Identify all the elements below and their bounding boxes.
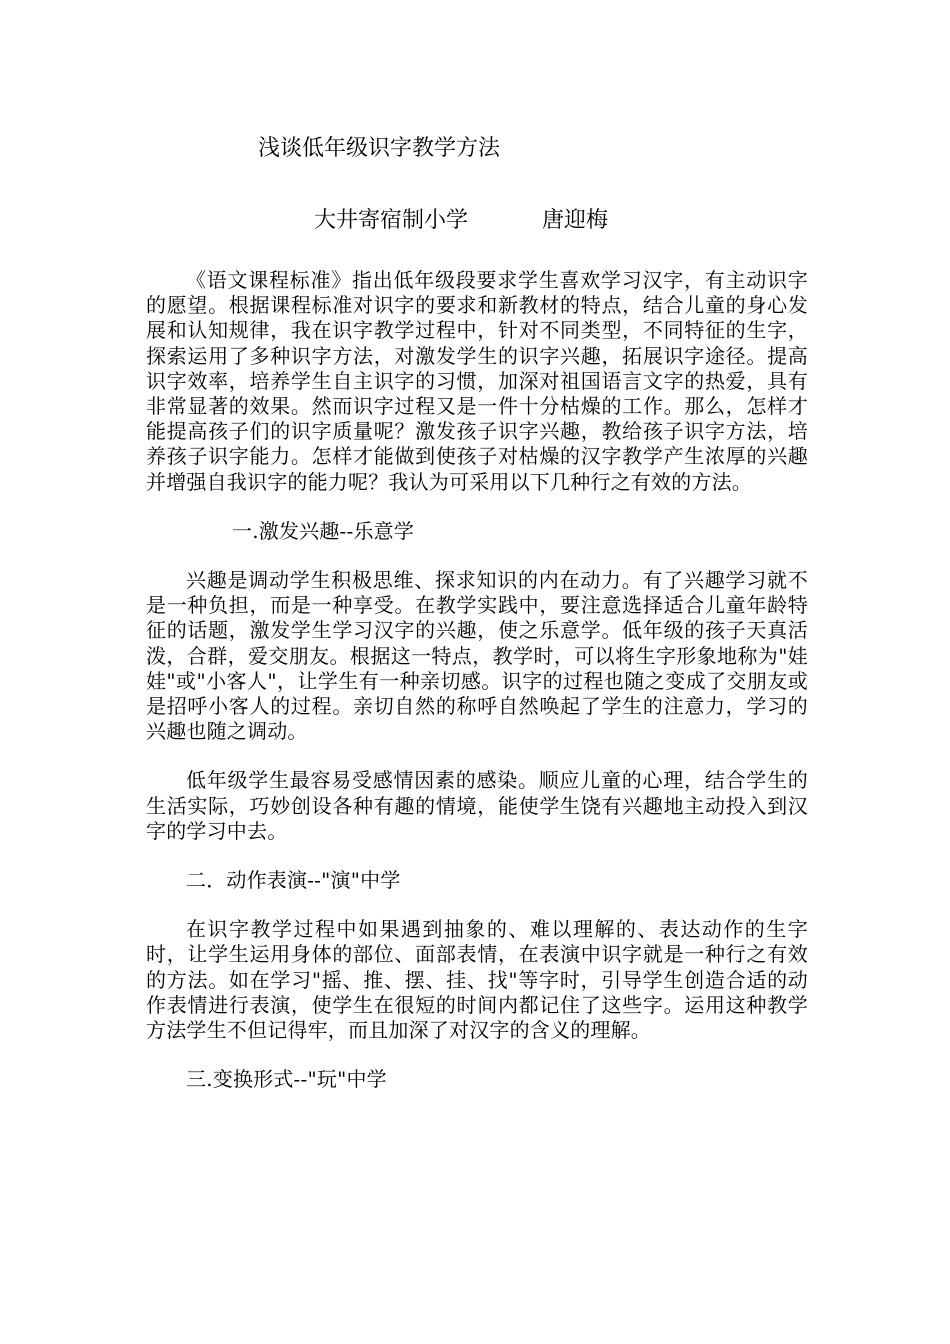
school-name: 大井寄宿制小学: [314, 208, 469, 233]
document-body: [146, 268, 808, 1092]
section-2-paragraph-1: 在识字教学过程中如果遇到抽象的、难以理解的、表达动作的生字时，让学生运用身体的部位、面部表情，在表演中识字就是一种行之有效的方法。如在学习"摇、推、摆、挂、找"等字时，引导学生创造合适的动作表情进行表演，使学生在很短的时间内都记住了这些字。运用这种教学方法学生不但记得牢，而且加深了对汉字的含义的理解。: [146, 917, 808, 1043]
document-title: 浅谈低年级识字教学方法: [258, 136, 501, 161]
section-1-paragraph-1: 兴趣是调动学生积极思维、探求知识的内在动力。有了兴趣学习就不是一种负担，而是一种享受。在教学实践中，要注意选择适合儿童年龄特征的话题，激发学生学习汉字的兴趣，使之乐意学。低年级的孩子天真活泼，合群，爱交朋友。根据这一特点，教学时，可以将生字形象地称为"娃娃"或"小客人"，让学生有一种亲切感。识字的过程也随之变成了交朋友或是招呼小客人的过程。亲切自然的称呼自然唤起了学生的注意力，学习的兴趣也随之调动。: [146, 568, 808, 744]
section-heading-3: 三.变换形式--"玩"中学: [186, 1067, 387, 1092]
byline: [314, 205, 608, 237]
section-heading-2: 二．动作表演--"演"中学: [186, 868, 401, 893]
section-1-paragraph-2: 低年级学生最容易受感情因素的感染。顺应儿童的心理，结合学生的生活实际，巧妙创设各种有趣的情境，能使学生饶有兴趣地主动投入到汉字的学习中去。: [146, 768, 808, 843]
author-name: 唐迎梅: [542, 208, 609, 233]
intro-paragraph: 《语文课程标准》指出低年级段要求学生喜欢学习汉字，有主动识字的愿望。根据课程标准对识字的要求和新教材的特点，结合儿童的身心发展和认知规律，我在识字教学过程中，针对不同类型，不同特征的生字，探索运用了多种识字方法，对激发学生的识字兴趣，拓展识字途径。提高识字效率，培养学生自主识字的习惯，加深对祖国语言文字的热爱，具有非常显著的效果。然而识字过程又是一件十分枯燥的工作。那么，怎样才能提高孩子们的识字质量呢？激发孩子识字兴趣，教给孩子识字方法，培养孩子识字能力。怎样才能做到使孩子对枯燥的汉字教学产生浓厚的兴趣并增强自我识字的能力呢？我认为可采用以下几种行之有效的方法。: [146, 268, 808, 494]
section-heading-1: 一.激发兴趣--乐意学: [232, 518, 415, 543]
